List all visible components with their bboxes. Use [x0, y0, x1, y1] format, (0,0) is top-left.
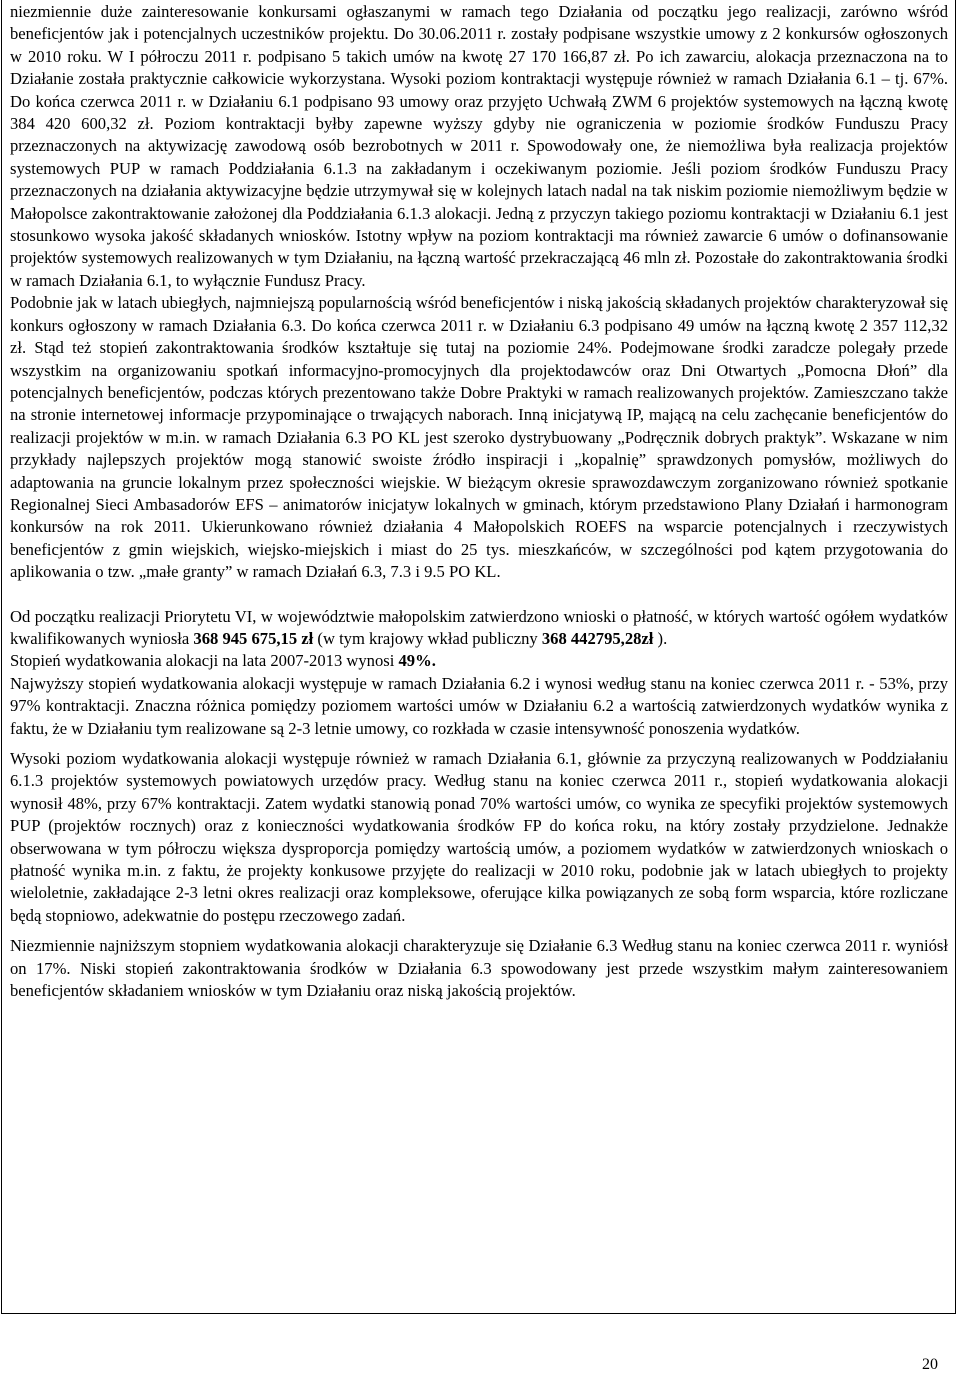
- payment-claims-total-amount: 368 945 675,15 zł: [193, 628, 314, 648]
- allocation-spending-percent: 49%.: [398, 651, 436, 671]
- payment-claims-text-after: ).: [653, 628, 668, 648]
- payment-claims-text-middle: (w tym krajowy wkład publiczny: [313, 628, 542, 648]
- paragraph-measure-6-1-spending: Wysoki poziom wydatkowania alokacji występuje również w ramach Działania 6.1, głównie za przyczyną realizowanych w Poddziałaniu 6.1.3 projektów systemowych powiatowych urzędów pracy. Według stanu na koniec czerwca 2011 r., stopień wydatkowania alokacji wynosił 48%, przy 67% kontraktacji. Zatem wydatki stanowią ponad 70% wartości umów, co wynika ze specyfiki projektów systemowych PUP (projektów rocznych) oraz z konieczności wydatkowania środków FP do końca roku, na który zostały przydzielone. Jednakże obserwowana w tym półroczu większa dysproporcja pomiędzy wartością umów, a poziomem wydatków w zatwierdzonych wnioskach o płatność wynika m.in. z faktu, że projekty konkusowe przyjęte do realizacji w 2010 roku, podobnie jak w latach ubiegłych to projekty wieloletnie, zakładające 2-3 letni okres realizacji oraz kompleksowe, oferujące kilka powiązanych ze sobą form wsparcia, które rozliczane będą stopniowo, adekwatnie do postępu rzeczowego zadań.: [10, 749, 948, 925]
- paragraph-measure-6-2-spending: Najwyższy stopień wydatkowania alokacji występuje w ramach Działania 6.2 i wynosi według stanu na koniec czerwca 2011 r. - 53%, przy 97% kontraktacji. Znaczna różnica pomiędzy poziomem wartości umów w Działaniu 6.2 a wartością zatwierdzonych wydatków wynika z faktu, że w Działaniu tym realizowane są 2-3 letnie umowy, co rozkłada w czasie intensywność ponoszenia wydatków.: [10, 673, 948, 738]
- payment-claims-public-contribution: 368 442795,28zł: [541, 628, 654, 648]
- paragraph-payment-claims: [10, 606, 948, 651]
- page-number: 20: [922, 1356, 938, 1373]
- paragraph-measure-6-3-spending: Niezmiennie najniższym stopniem wydatkowania alokacji charakteryzuje się Działanie 6.3 Według stanu na koniec czerwca 2011 r. wyniósł on 17%. Niski stopień zakontraktowania środków w Działania 6.3 spowodowany jest przede wszystkim małym zainteresowaniem beneficjentów składaniem wniosków w tym Działaniu oraz niską jakością projektów.: [10, 936, 948, 1001]
- paragraph-allocation-spending-rate: [10, 650, 948, 672]
- paragraph-contracting-measure-6-1: niezmiennie duże zainteresowanie konkursami ogłaszanymi w ramach tego Działania od początku jego realizacji, zarówno wśród beneficjentów jak i potencjalnych uczestników projektu. Do 30.06.2011 r. zostały podpisane wszystkie umowy z 2 konkursów ogłoszonych w 2010 roku. W I półroczu 2011 r. podpisano 5 takich umów na kwotę 27 170 166,87 zł. Po ich zawarciu, alokacja przeznaczona na to Działanie została praktycznie całkowicie wykorzystana. Wysoki poziom kontraktacji występuje również w ramach Działania 6.1 – tj. 67%. Do końca czerwca 2011 r. w Działaniu 6.1 podpisano 93 umowy oraz przyjęto Uchwałą ZWM 6 projektów systemowych na łączną kwotę 384 420 600,32 zł. Poziom kontraktacji byłby zapewne wyższy gdyby nie ograniczenia w poziomie środków Funduszu Pracy przeznaczonych na aktywizację zawodową osób bezrobotnych w 2011 r. Spowodowały one, że niemożliwa była realizacja projektów systemowych PUP w ramach Poddziałania 6.1.3 na zakładanym i oczekiwanym poziomie. Jeśli poziom środków Funduszu Pracy przeznaczonych na działania aktywizacyjne będzie utrzymywał się w kolejnych latach nadal na tak niskim poziomie niemożliwym będzie w Małopolsce zakontraktowanie założonej dla Poddziałania 6.1.3 alokacji. Jedną z przyczyn takiego poziomu kontraktacji w Działaniu 6.1 jest stosunkowo wysoka jakość składanych wniosków. Istotny wpływ na poziom kontraktacji ma również zawarcie 6 umów o dofinansowanie projektów systemowych realizowanych w tym Działaniu, na łączną wartość przekraczającą 46 mln zł. Pozostałe do zakontraktowania środki w ramach Działania 6.1, to wyłącznie Fundusz Pracy.: [10, 2, 948, 290]
- allocation-spending-text: Stopień wydatkowania alokacji na lata 2007-2013 wynosi: [10, 651, 399, 671]
- payment-claims-text-before: Od początku realizacji Priorytetu VI, w województwie małopolskim zatwierdzono wnioski o płatność, w których wartość ogółem wydatków kwalifikowanych wyniosła: [10, 606, 948, 648]
- document-body: [10, 1, 948, 1002]
- paragraph-measure-6-3-popularity: Podobnie jak w latach ubiegłych, najmniejszą popularnością wśród beneficjentów i niską jakością składanych projektów charakteryzował się konkurs ogłoszony w ramach Działania 6.3. Do końca czerwca 2011 r. w Działaniu 6.3 podpisano 49 umów na łączną kwotę 2 357 112,32 zł. Stąd też stopień zakontraktowania środków kształtuje się tutaj na poziomie 24%. Podejmowane środki zaradcze polegały przede wszystkim na organizowaniu spotkań informacyjno-promocyjnych dla projektodawców oraz Dni Otwartych „Pomocna Dłoń” dla potencjalnych beneficjentów, podczas których prezentowano także Dobre Praktyki w ramach realizowanych projektów. Zamieszczano także na stronie internetowej informacje przypominające o trwających naborach. Inną inicjatywą IP, mającą na celu zachęcanie beneficjentów do realizacji projektów w m.in. w ramach Działania 6.3 PO KL jest szeroko dystrybuowany „Podręcznik dobrych praktyk”. Wskazane w nim przykłady najlepszych projektów mogą stanowić swoiste źródło inspiracji i „kopalnię” sprawdzonych pomysłów, możliwych do adaptowania na gruncie lokalnym przez społeczności wiejskie. W bieżącym okresie sprawozdawczym zorganizowano również spotkanie Regionalnej Sieci Ambasadorów EFS – animatorów inicjatyw lokalnych w gminach, którym przedstawiono Plany Działań i harmonogram konkursów na rok 2011. Ukierunkowano również działania 4 Małopolskich ROEFS na wsparcie potencjalnych i rzeczywistych beneficjentów z gmin wiejskich, wiejsko-miejskich i miast do 25 tys. mieszkańców, w szczególności pod kątem przygotowania do aplikowania o tzw. „małe granty” w ramach Działań 6.3, 7.3 i 9.5 PO KL.: [10, 293, 948, 582]
